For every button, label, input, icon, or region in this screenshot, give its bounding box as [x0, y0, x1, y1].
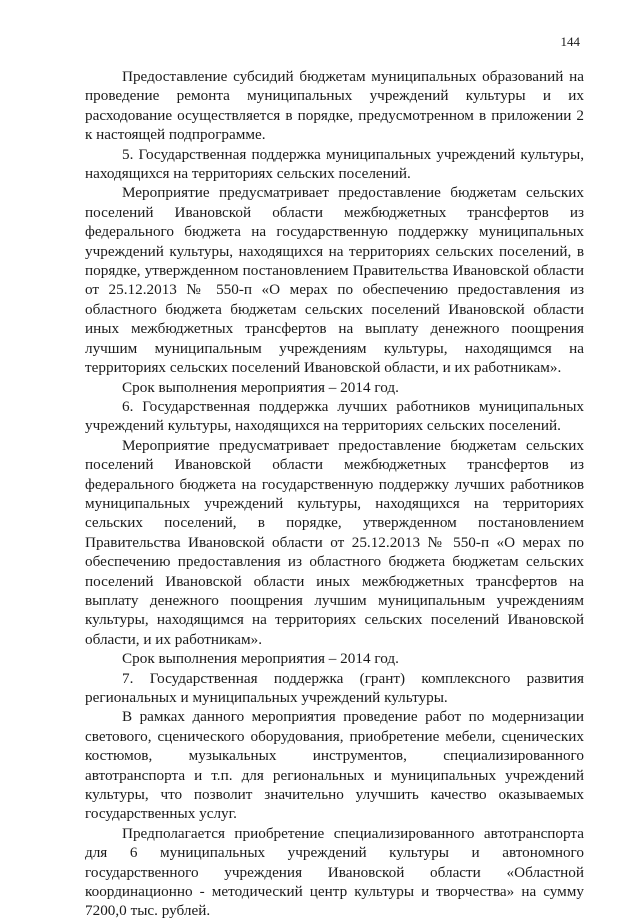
paragraph-item-5-deadline: Срок выполнения мероприятия – 2014 год. [122, 378, 399, 396]
document-body [85, 67, 584, 921]
paragraph-item-7-purchase: Предполагается приобретение специализированного автотранспорта для 6 муниципальных учреждений культуры и автономного государственного учреждения Ивановской области «Областной координационно - методический центр культуры и творчества» на сумму 7200,0 тыс. рублей. [85, 824, 584, 920]
paragraph-item-7-description: В рамках данного мероприятия проведение работ по модернизации светового, сценического оборудования, приобретение мебели, сценических костюмов, музыкальных инструментов, специализированного автотранспорта и т.п. для региональных и муниципальных учреждений культуры, что позволит значительно улучшить качество оказываемых государственных услуг. [85, 708, 584, 823]
paragraph-item-5-description: Мероприятие предусматривает предоставление бюджетам сельских поселений Ивановской области межбюджетных трансфертов из федерального бюджета на государственную поддержку муниципальных учреждений культуры, находящихся на территориях сельских поселений, в порядке, утвержденном постановлением Правительства Ивановской области от 25.12.2013 № 550-п «О мерах по обеспечению предоставления из областного бюджета бюджетам сельских поселений Ивановской области иных межбюджетных трансфертов на выплату денежного поощрения лучшим муниципальным учреждениям культуры, находящимся на территориях сельских поселений Ивановской области, и их работникам». [85, 184, 584, 377]
page-number: 144 [560, 34, 580, 49]
paragraph-item-6-deadline: Срок выполнения мероприятия – 2014 год. [122, 650, 399, 668]
heading-item-7: 7. Государственная поддержка (грант) комплексного развития региональных и муниципальных учреждений культуры. [85, 669, 584, 706]
heading-item-5: 5. Государственная поддержка муниципальных учреждений культуры, находящихся на территориях сельских поселений. [85, 145, 584, 183]
paragraph-item-6-description: Мероприятие предусматривает предоставление бюджетам сельских поселений Ивановской области межбюджетных трансфертов из федерального бюджета на государственную поддержку лучших работников муниципальных учреждений культуры, находящихся на территориях сельских поселений, в порядке, утвержденном постановлением Правительства Ивановской области от 25.12.2013 № 550-п «О мерах по обеспечению предоставления из областного бюджета бюджетам сельских поселений Ивановской области иных межбюджетных трансфертов на выплату денежного поощрения лучшим муниципальным учреждениям культуры, находящимся на территориях сельских поселений Ивановской области, и их работникам». [85, 436, 584, 648]
paragraph-subsidy-repair: Предоставление субсидий бюджетам муниципальных образований на проведение ремонта муниципальных учреждений культуры и их расходование осуществляется в порядке, предусмотренном в приложении 2 к настоящей подпрограмме. [85, 68, 584, 144]
heading-item-6: 6. Государственная поддержка лучших работников муниципальных учреждений культуры, находящихся на территориях сельских поселений. [85, 397, 584, 435]
